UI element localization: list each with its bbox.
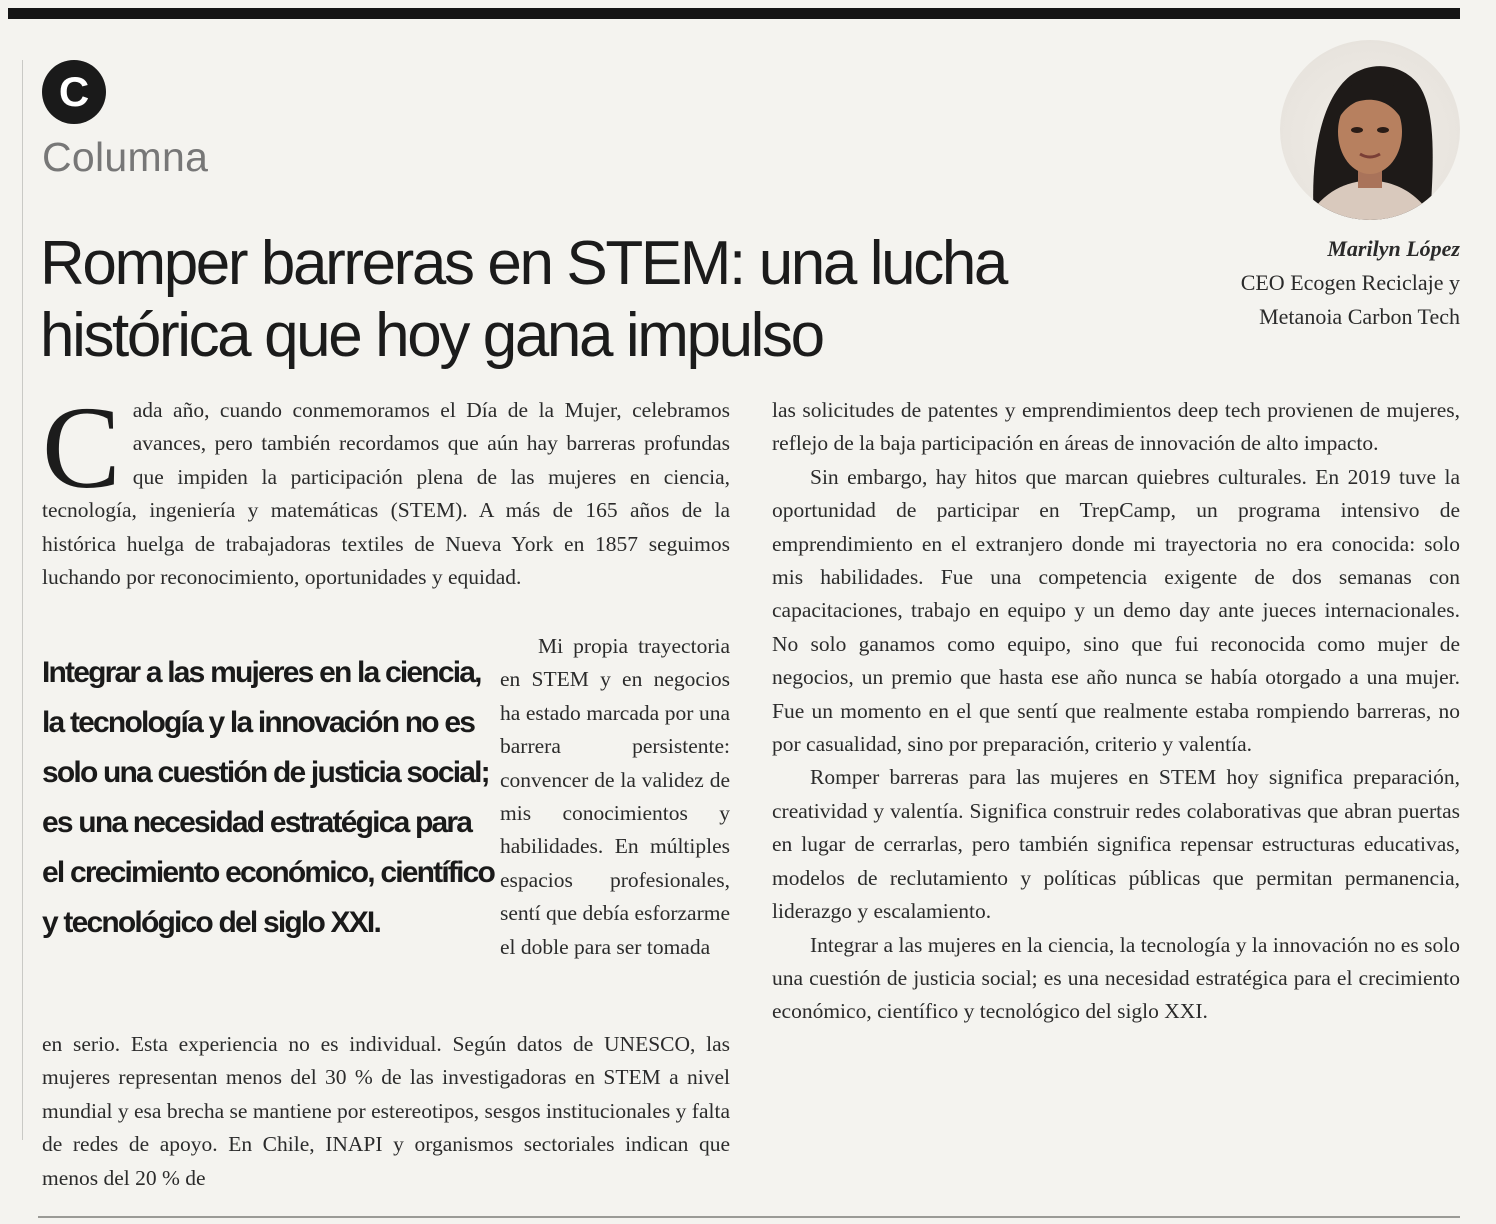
headline: Romper barreras en STEM: una lucha histórica que hoy gana impulso <box>40 229 1006 370</box>
author-role-line-2: Metanoia Carbon Tech <box>1259 304 1460 329</box>
continued-paragraph: en serio. Esta experiencia no es individual. Según datos de UNESCO, las mujeres representan menos del 30 % de las investigadoras en STEM a nivel mundial y esa brecha se mantiene por estereotipos, sesgos institucionales y falta de redes de apoyo. En Chile, INAPI y organismos sectoriales indican que menos del 20 % de <box>42 1032 730 1190</box>
author-photo <box>1280 40 1460 220</box>
author-portrait-image <box>1280 40 1460 220</box>
right-paragraph-1: las solicitudes de patentes y emprendimientos deep tech provienen de mujeres, reflejo de la baja participación en áreas de innovación de alto impacto. <box>772 398 1460 456</box>
narrow-column <box>500 630 730 964</box>
narrow-paragraph: Mi propia trayectoria en STEM y en negocios ha estado marcada por una barrera persistente: convencer de la validez de mis conocimientos y habilidades. En múltiples espacios profesionales, sentí que debía esforzarme el doble para ser tomada <box>500 634 730 959</box>
right-paragraph-2: Sin embargo, hay hitos que marcan quiebres culturales. En 2019 tuve la oportunidad de participar en TrepCamp, un programa intensivo de emprendimiento en el extranjero donde mi trayectoria no era conocida: solo mis habilidades. Fue una competencia exigente de dos semanas con capacitaciones, trabajo en equipo y un demo day ante jueces internacionales. No solo ganamos como equipo, sino que fui reconocida como mujer de negocios, un premio que hasta ese año nunca se había otorgado a una mujer. Fue un momento en el que sentí que realmente estaba rompiendo barreras, no por casualidad, sino por preparación, criterio y valentía. <box>772 464 1460 757</box>
article-lead <box>42 382 730 594</box>
right-column <box>772 394 1460 1029</box>
right-paragraph-3: Romper barreras para las mujeres en STEM hoy significa preparación, creatividad y valentía. Significa construir redes colaborativas que abran puertas en lugar de cerrarlas, pero también significa repensar estructuras educativas, modelos de reclutamiento y políticas públicas que permitan permanencia, liderazgo y escalamiento. <box>772 765 1460 924</box>
right-paragraph-4: Integrar a las mujeres en la ciencia, la tecnología y la innovación no es solo una cuestión de justicia social; es una necesidad estratégica para el crecimiento económico, científico y tecnológico del siglo XXI. <box>772 932 1460 1024</box>
author-name: Marilyn López <box>1327 236 1460 261</box>
lead-paragraph: ada año, cuando conmemoramos el Día de la Mujer, celebramos avances, pero también recordamos que aún hay barreras profundas que impiden la participación plena de las mujeres en ciencia, tecnología, ingeniería y matemáticas (STEM). A más de 165 años de la histórica huelga de trabajadoras textiles de Nueva York en 1857 seguimos luchando por reconocimiento, oportunidades y equidad. <box>42 398 730 590</box>
continued-paragraph-block <box>42 1028 730 1195</box>
pull-quote: Integrar a las mujeres en la ciencia, la tecnología y la innovación no es solo una cuestión de justicia social; es una necesidad estratégica para el crecimiento económico, científico y tecnológico del siglo XXI. <box>42 656 495 939</box>
author-role-line-1: CEO Ecogen Reciclaje y <box>1240 270 1460 295</box>
column-divider-left <box>22 60 23 1140</box>
top-rule <box>8 8 1460 19</box>
bottom-rule <box>38 1216 1460 1218</box>
section-badge: C <box>42 60 106 124</box>
drop-cap: C <box>42 382 121 513</box>
section-label: Columna <box>42 134 209 180</box>
author-byline <box>1140 232 1460 334</box>
